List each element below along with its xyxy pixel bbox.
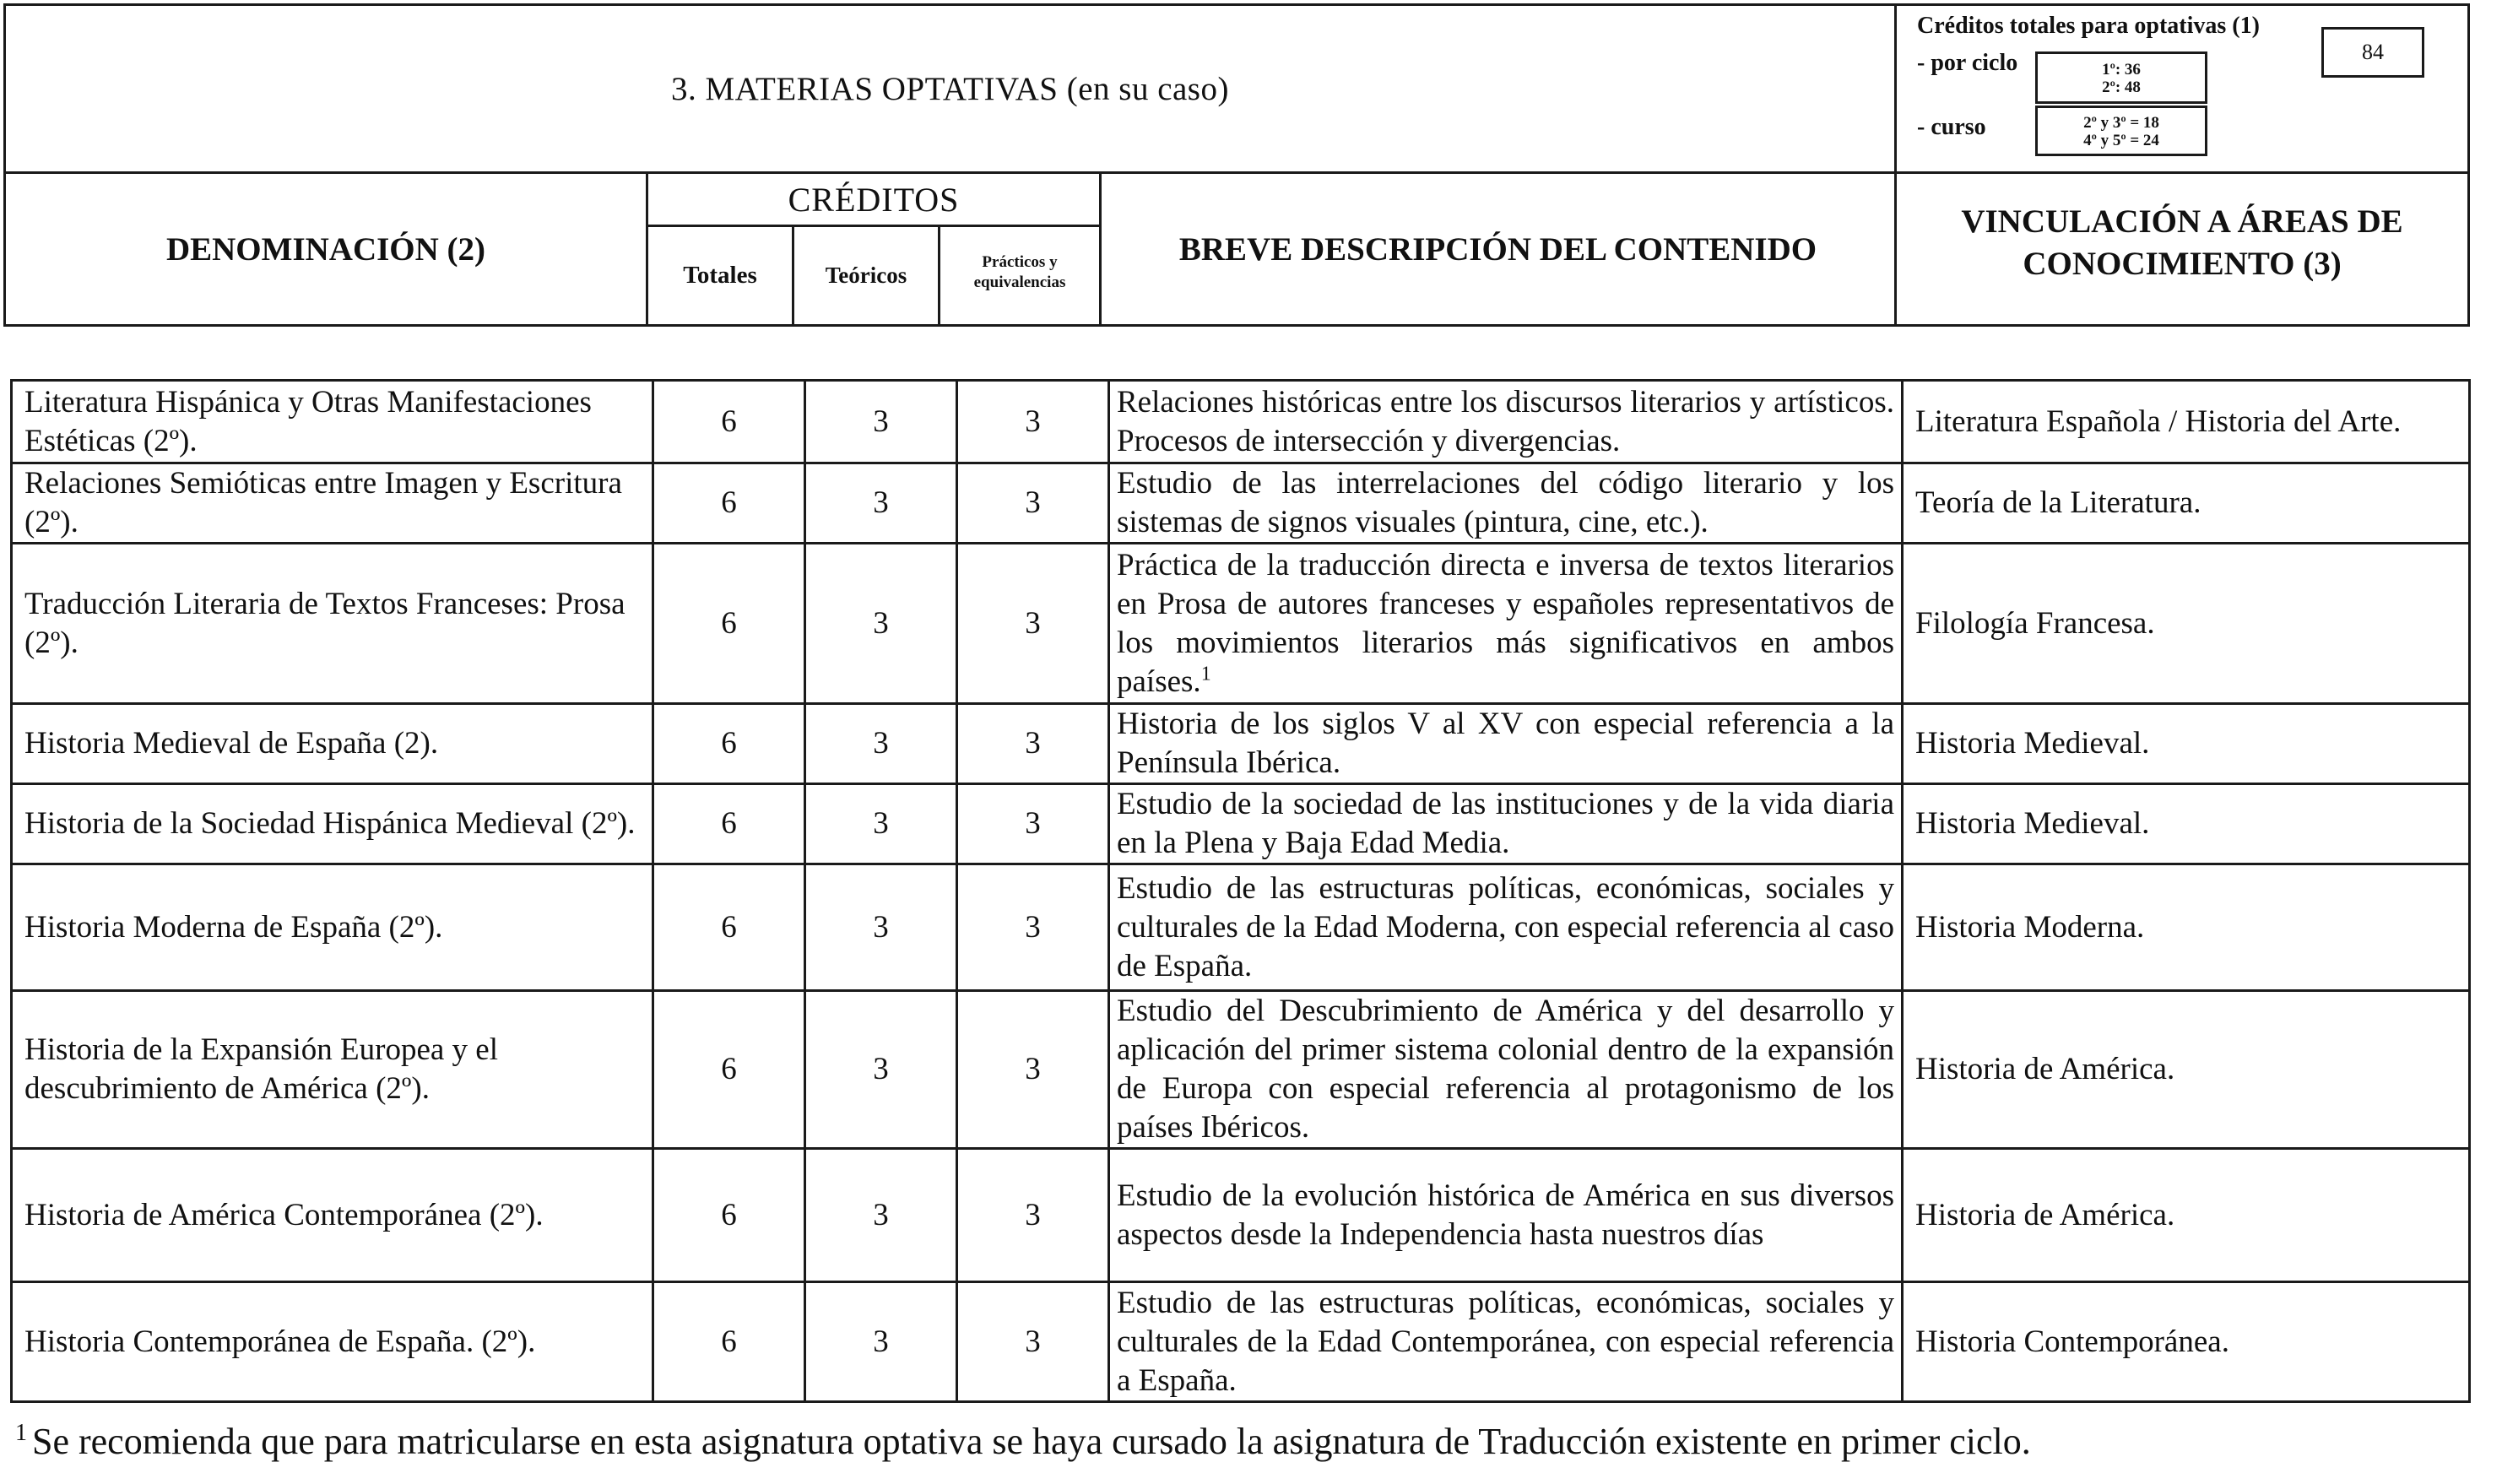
course-description-text: Práctica de la traducción directa e inversa de textos literarios en Prosa de autores franceses y españoles representativos de los movimientos literarios más significativos en ambos países. [1117, 547, 1894, 699]
credits-teoricos: 3 [805, 381, 957, 463]
course-name: Literatura Hispánica y Otras Manifestaciones Estéticas (2º). [12, 381, 653, 463]
course-name: Relaciones Semióticas entre Imagen y Escritura (2º). [12, 463, 653, 544]
credits-teoricos: 3 [805, 544, 957, 704]
col-practicos-line-2: equivalencias [973, 274, 1066, 291]
course-description [1109, 1282, 1903, 1402]
table-row [12, 991, 2470, 1149]
col-vinculacion-line-1: VINCULACIÓN A ÁREAS DE [1961, 203, 2403, 240]
credits-practicos: 3 [957, 1282, 1109, 1402]
credits-practicos: 3 [957, 991, 1109, 1149]
credits-teoricos: 3 [805, 463, 957, 544]
footnote-mark: 1 [15, 1420, 27, 1447]
knowledge-area: Historia Medieval. [1903, 784, 2470, 864]
course-description [1109, 381, 1903, 463]
course-name: Historia Moderna de España (2º). [12, 864, 653, 991]
course-name: Historia de América Contemporánea (2º). [12, 1149, 653, 1282]
credits-total: 6 [653, 463, 805, 544]
table-row [12, 381, 2470, 463]
credits-total-label: Créditos totales para optativas (1) [1917, 13, 2260, 39]
courses-table [10, 379, 2471, 1403]
course-description [1109, 463, 1903, 544]
por-ciclo-label: - por ciclo [1917, 50, 2018, 76]
footnote-text: Se recomienda que para matricularse en esta asignatura optativa se haya cursado la asignatura de Traducción existente en primer ciclo. [32, 1421, 2031, 1462]
credits-practicos: 3 [957, 544, 1109, 704]
credits-practicos: 3 [957, 1149, 1109, 1282]
course-description-text: Estudio de las estructuras políticas, económicas, sociales y culturales de la Edad Moderna, con especial referencia al caso de España. [1117, 870, 1894, 983]
table-row [12, 704, 2470, 784]
table-row [12, 784, 2470, 864]
credits-total: 6 [653, 1282, 805, 1402]
credits-total: 6 [653, 1149, 805, 1282]
curso-label: - curso [1917, 114, 1986, 140]
course-description-text: Estudio del Descubrimiento de América y del desarrollo y aplicación del primer sistema colonial dentro de la expansión de Europa con especial referencia al protagonismo de los países Ibéricos. [1117, 994, 1894, 1145]
course-description-text: Estudio de las interrelaciones del código literario y los sistemas de signos visuales (pintura, cine, etc.). [1117, 466, 1894, 539]
header-box [3, 3, 2470, 327]
knowledge-area: Historia de América. [1903, 991, 2470, 1149]
knowledge-area: Literatura Española / Historia del Arte. [1903, 381, 2470, 463]
table-row [12, 463, 2470, 544]
credits-practicos: 3 [957, 704, 1109, 784]
credits-practicos: 3 [957, 784, 1109, 864]
course-description [1109, 1149, 1903, 1282]
course-description-text: Estudio de la sociedad de las instituciones y de la vida diaria en la Plena y Baja Edad Media. [1117, 787, 1894, 860]
credits-teoricos: 3 [805, 1149, 957, 1282]
course-name: Traducción Literaria de Textos Franceses: Prosa (2º). [12, 544, 653, 704]
col-practicos-line-1: Prácticos y [982, 253, 1058, 271]
col-creditos: CRÉDITOS [788, 180, 960, 219]
course-description [1109, 991, 1903, 1149]
col-descripcion: BREVE DESCRIPCIÓN DEL CONTENIDO [1178, 230, 1817, 268]
credits-teoricos: 3 [805, 704, 957, 784]
knowledge-area: Historia de América. [1903, 1149, 2470, 1282]
credits-teoricos: 3 [805, 784, 957, 864]
credits-total: 6 [653, 704, 805, 784]
col-vinculacion-line-2: CONOCIMIENTO (3) [2023, 246, 2342, 282]
knowledge-area: Filología Francesa. [1903, 544, 2470, 704]
knowledge-area: Historia Medieval. [1903, 704, 2470, 784]
knowledge-area: Historia Moderna. [1903, 864, 2470, 991]
curso-line-2: 4º y 5º = 24 [2083, 132, 2159, 149]
course-description [1109, 864, 1903, 991]
course-description-text: Historia de los siglos V al XV con especial referencia a la Península Ibérica. [1117, 707, 1894, 780]
credits-teoricos: 3 [805, 864, 957, 991]
credits-total: 6 [653, 784, 805, 864]
por-ciclo-line-1: 1º: 36 [2102, 61, 2141, 79]
table-row [12, 1149, 2470, 1282]
table-row [12, 544, 2470, 704]
credits-total: 6 [653, 991, 805, 1149]
course-name: Historia Medieval de España (2). [12, 704, 653, 784]
course-description-text: Estudio de la evolución histórica de América en sus diversos aspectos desde la Independencia hasta nuestros días [1117, 1178, 1894, 1252]
credits-practicos: 3 [957, 463, 1109, 544]
table-row [12, 864, 2470, 991]
course-description [1109, 704, 1903, 784]
credits-total: 6 [653, 864, 805, 991]
credits-practicos: 3 [957, 864, 1109, 991]
knowledge-area: Teoría de la Literatura. [1903, 463, 2470, 544]
course-description [1109, 544, 1903, 704]
course-description-text: Relaciones históricas entre los discursos literarios y artísticos. Procesos de intersección y divergencias. [1117, 384, 1894, 458]
curso-box [2035, 106, 2207, 156]
table-row [12, 1282, 2470, 1402]
col-teoricos: Teóricos [825, 263, 907, 288]
curso-line-1: 2º y 3º = 18 [2083, 114, 2159, 132]
course-description [1109, 784, 1903, 864]
col-vinculacion [1897, 174, 2467, 324]
por-ciclo-line-2: 2º: 48 [2102, 79, 2141, 96]
credits-total: 6 [653, 381, 805, 463]
course-name: Historia de la Sociedad Hispánica Medieval (2º). [12, 784, 653, 864]
section-title: 3. MATERIAS OPTATIVAS (en su caso) [671, 70, 1229, 107]
course-description-text: Estudio de las estructuras políticas, económicas, sociales y culturales de la Edad Contemporánea, con especial referencia a España. [1117, 1285, 1894, 1398]
credits-teoricos: 3 [805, 991, 957, 1149]
knowledge-area: Historia Contemporánea. [1903, 1282, 2470, 1402]
footnote [15, 1418, 2463, 1465]
credits-total-value: 84 [2321, 27, 2424, 78]
col-totales: Totales [683, 262, 757, 289]
por-ciclo-box [2035, 51, 2207, 104]
footnote-reference: 1 [1200, 663, 1211, 685]
course-name: Historia de la Expansión Europea y el descubrimiento de América (2º). [12, 991, 653, 1149]
course-name: Historia Contemporánea de España. (2º). [12, 1282, 653, 1402]
col-denominacion: DENOMINACIÓN (2) [165, 230, 486, 268]
col-practicos [940, 227, 1099, 324]
credits-total: 6 [653, 544, 805, 704]
credits-teoricos: 3 [805, 1282, 957, 1402]
credits-practicos: 3 [957, 381, 1109, 463]
